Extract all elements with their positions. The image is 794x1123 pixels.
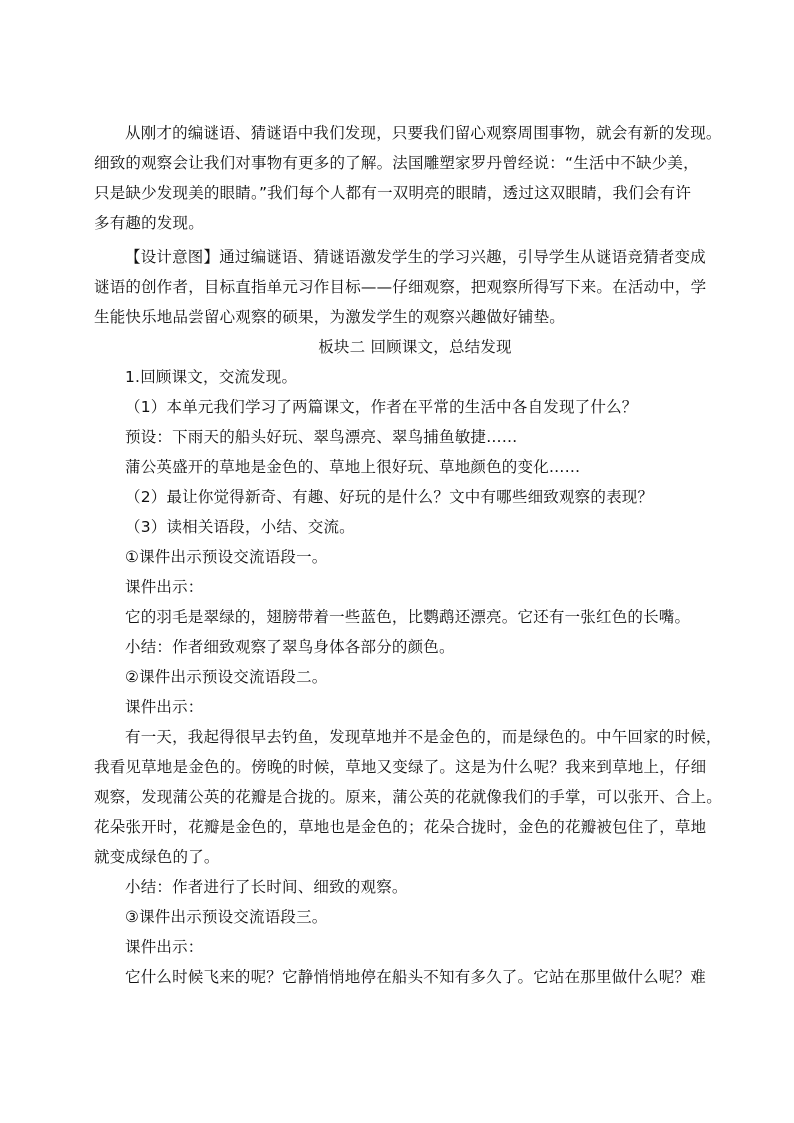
question-1: （1）本单元我们学习了两篇课文，作者在平常的生活中各自发现了什么？ — [125, 398, 638, 416]
courseware-label: 课件出示： — [125, 698, 204, 716]
text-line: 细致的观察会让我们对事物有更多的了解。法国雕塑家罗丹曾经说：“生活中不缺少美， — [94, 154, 699, 172]
preset-line: 蒲公英盛开的草地是金色的、草地上很好玩、草地颜色的变化…… — [125, 458, 581, 476]
text-line: 谜语的创作者，目标直指单元习作目标——仔细观察，把观察所得写下来。在活动中，学 — [94, 278, 707, 296]
text-line: 从刚才的编谜语、猜谜语中我们发现，只要我们留心观察周围事物，就会有新的发现。 — [125, 124, 722, 142]
courseware-show-2: ②课件出示预设交流语段二。 — [125, 668, 328, 686]
numbered-item: 1.回顾课文，交流发现。 — [125, 368, 298, 386]
question-2: （2）最让你觉得新奇、有趣、好玩的是什么？文中有哪些细致观察的表现？ — [125, 488, 654, 506]
preset-line: 预设：下雨天的船头好玩、翠鸟漂亮、翠鸟捕鱼敏捷…… — [125, 428, 518, 446]
intro-paragraph — [94, 118, 736, 238]
text-line: 花朵张开时，花瓣是金色的，草地也是金色的；花朵合拢时，金色的花瓣被包住了，草地 — [94, 818, 707, 836]
excerpt-1: 它的羽毛是翠绿的，翅膀带着一些蓝色，比鹦鹉还漂亮。它还有一张红色的长嘴。 — [125, 608, 691, 626]
document-body — [94, 118, 736, 992]
design-intent-paragraph — [94, 242, 736, 332]
excerpt-2 — [94, 722, 736, 872]
courseware-label: 课件出示： — [125, 938, 204, 956]
section-title: 板块二 回顾课文，总结发现 — [318, 338, 512, 356]
text-line: 有一天，我起得很早去钓鱼，发现草地并不是金色的，而是绿色的。中午回家的时候， — [125, 728, 722, 746]
text-line: 就变成绿色的了。 — [94, 848, 220, 866]
courseware-show-3: ③课件出示预设交流语段三。 — [125, 908, 328, 926]
courseware-label: 课件出示： — [125, 578, 204, 596]
excerpt-3: 它什么时候飞来的呢？它静悄悄地停在船头不知有多久了。它站在那里做什么呢？难 — [125, 968, 706, 986]
text-line: 多有趣的发现。 — [94, 214, 204, 232]
summary-1: 小结：作者细致观察了翠鸟身体各部分的颜色。 — [125, 638, 455, 656]
courseware-show-1: ①课件出示预设交流语段一。 — [125, 548, 328, 566]
question-3: （3）读相关语段，小结、交流。 — [125, 518, 355, 536]
summary-2: 小结：作者进行了长时间、细致的观察。 — [125, 878, 408, 896]
text-line: 观察，发现蒲公英的花瓣是合拢的。原来，蒲公英的花就像我们的手掌，可以张开、合上。 — [94, 788, 723, 806]
text-line: 只是缺少发现美的眼睛。”我们每个人都有一双明亮的眼睛，透过这双眼睛，我们会有许 — [94, 184, 692, 202]
text-line: 生能快乐地品尝留心观察的硕果，为激发学生的观察兴趣做好铺垫。 — [94, 308, 566, 326]
text-line: 【设计意图】通过编谜语、猜谜语激发学生的学习兴趣，引导学生从谜语竞猜者变成 — [125, 248, 706, 266]
text-line: 我看见草地是金色的。傍晚的时候，草地又变绿了。这是为什么呢？我来到草地上，仔细 — [94, 758, 707, 776]
